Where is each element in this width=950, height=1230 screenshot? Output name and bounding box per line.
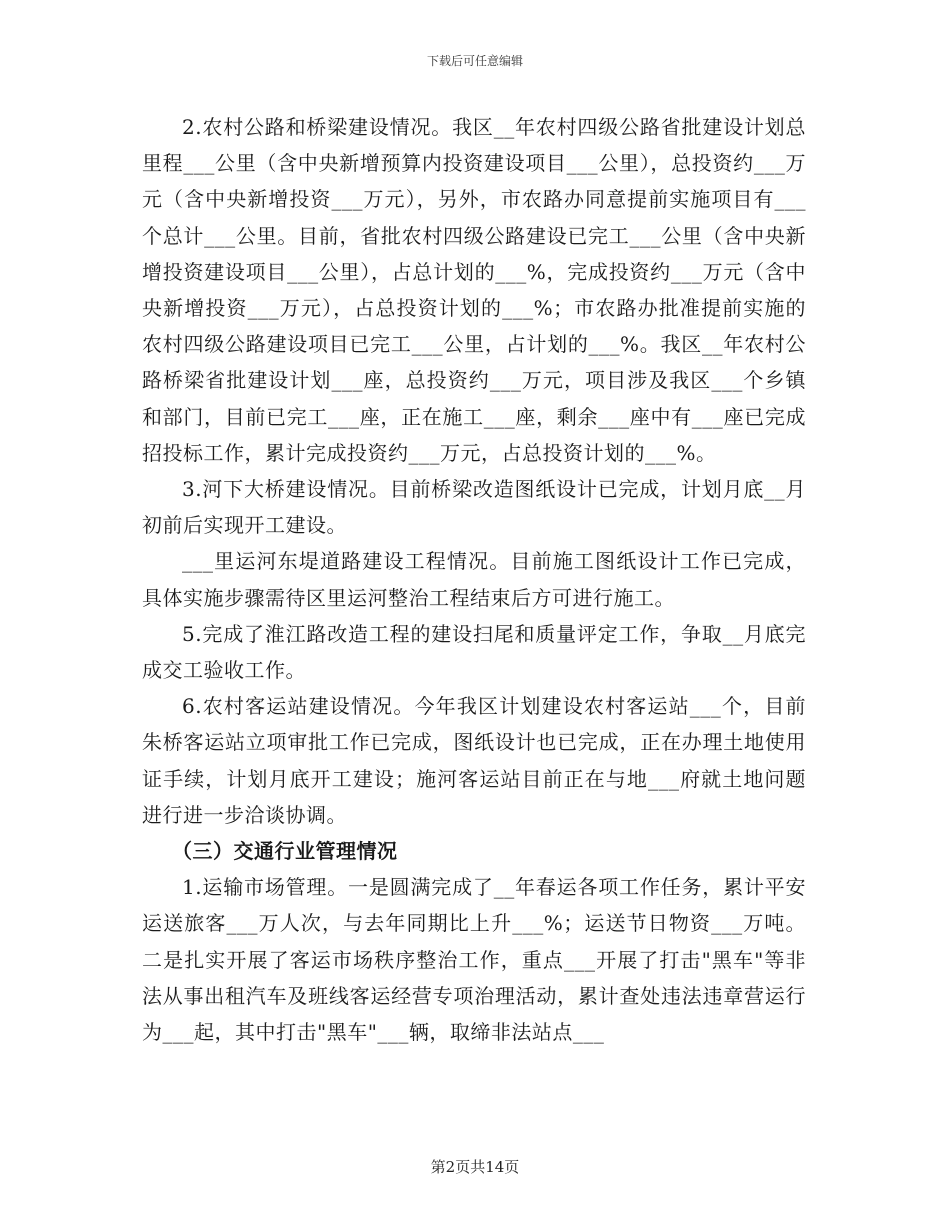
paragraph-transport-market: 1.运输市场管理。一是圆满完成了__年春运各项工作任务，累计平安运送旅客___万人次，与去年同期比上升___%；运送节日物资___万吨。二是扎实开展了客运市场秩序整治工作，重点___开展了打击"黑车"等非法从事出租汽车及班线客运经营专项治理活动，累计查处违法违章营运行为___起，其中打击"黑车"___辆，取缔非法站点___ [142, 875, 806, 1045]
page-header-note: 下载后可任意编辑 [426, 54, 523, 68]
paragraph-hexia-bridge: 3.河下大桥建设情况。目前桥梁改造图纸设计已完成，计划月底__月初前后实现开工建设。 [142, 477, 806, 538]
document-body [142, 109, 806, 1050]
page-number: 第2页共14页 [430, 1158, 520, 1176]
paragraph-liyun-east-embankment: ___里运河东堤道路建设工程情况。目前施工图纸设计工作已完成，具体实施步骤需待区里运河整治工程结束后方可进行施工。 [142, 549, 806, 610]
paragraph-rural-bus-stations: 6.农村客运站建设情况。今年我区计划建设农村客运站___个，目前朱桥客运站立项审批工作已完成，图纸设计也已完成，正在办理土地使用证手续，计划月底开工建设；施河客运站目前正在与地___府就土地问题进行进一步洽谈协调。 [142, 694, 806, 827]
paragraph-huaijiang-road: 5.完成了淮江路改造工程的建设扫尾和质量评定工作，争取__月底完成交工验收工作。 [142, 621, 806, 683]
paragraph-rural-roads-bridges: 2.农村公路和桥梁建设情况。我区__年农村四级公路省批建设计划总里程___公里（含中央新增预算内投资建设项目___公里），总投资约___万元（含中央新增投资___万元），另外，市农路办同意提前实施项目有___个总计___公里。目前，省批农村四级公路建设已完工___公里（含中央新增投资建设项目___公里），占总计划的___%，完成投资约___万元（含中央新增投资___万元），占总投资计划的___%；市农路办批准提前实施的农村四级公路建设项目已完工___公里，占计划的___%。我区__年农村公路桥梁省批建设计划___座，总投资约___万元，项目涉及我区___个乡镇和部门，目前已完工___座，正在施工___座，剩余___座中有___座已完成招投标工作，累计完成投资约___万元，占总投资计划的___%。 [142, 115, 806, 465]
section-heading-traffic-management: （三）交通行业管理情况 [172, 839, 398, 864]
